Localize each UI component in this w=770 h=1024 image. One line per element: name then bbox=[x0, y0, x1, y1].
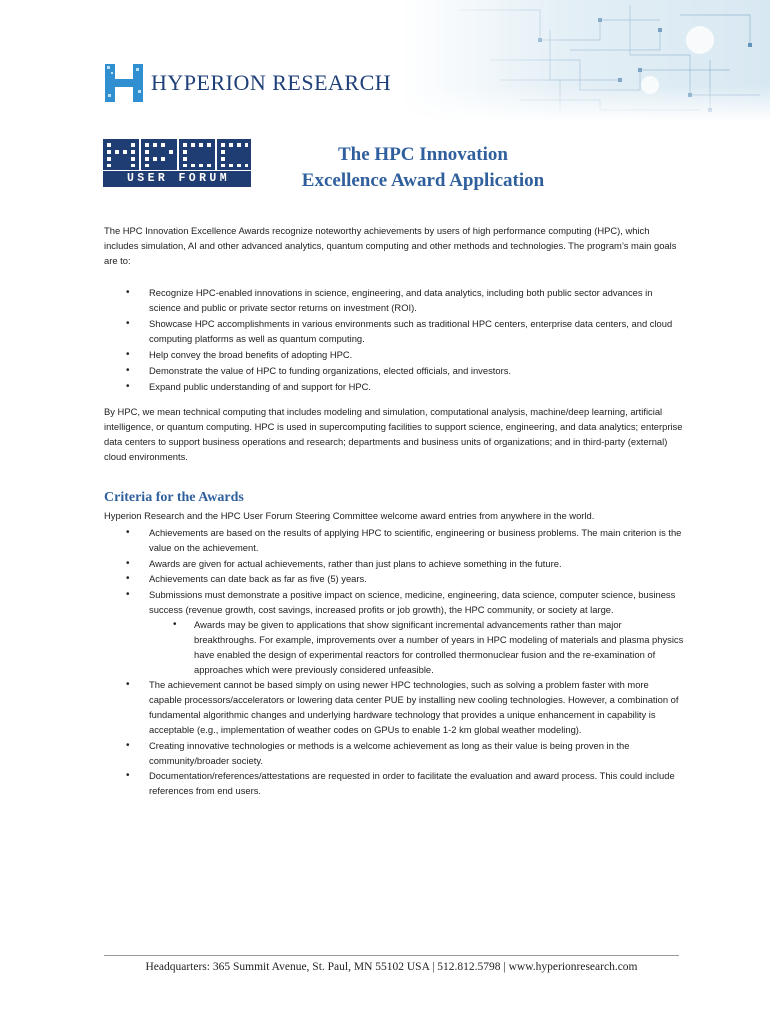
title-line-2: Excellence Award Application bbox=[301, 170, 545, 191]
criteria-text: Submissions must demonstrate a positive impact on science, medicine, engineering, data science, computer science, business success (revenue growth, cost savings, increased profits or job growth), the HPC community, or society at large. bbox=[149, 588, 676, 615]
list-item bbox=[104, 738, 684, 768]
hpc-definition-paragraph: By HPC, we mean technical computing that includes modeling and simulation, computational analysis, machine/deep learning, artificial intelligence, or quantum computing. HPC is used in supercomputing facilities to support science, engineering, and data analytics; enterprise data centers to support business operations and research; departments and business units of organizations; and in third-party (external) cloud environments. bbox=[104, 406, 683, 462]
list-item: • Showcase HPC accomplishments in various environments such as traditional HPC centers, enterprise data centers, and cloud computing platforms as well as quantum computing. bbox=[104, 316, 684, 346]
list-item: • Expand public understanding of and support for HPC. bbox=[104, 379, 684, 394]
criteria-intro: Hyperion Research and the HPC User Forum Steering Committee welcome award entries from anywhere in the world. bbox=[104, 510, 595, 521]
hyperion-h-icon bbox=[103, 60, 147, 106]
criteria-text: Achievements can date back as far as five (5) years. bbox=[149, 573, 367, 584]
criteria-text: The achievement cannot be based simply on using newer HPC technologies, such as solving a problem faster with more capable processors/accelerators or lowering data center PUE by installing new cooling technologies. However, a combination of fundamental algorithmic changes and underlying hardware technology that provides a unique enhancement in capability is acceptable (e.g., implementation of weather codes on GPUs to enable 1-2 km global weather modeling). bbox=[149, 679, 679, 735]
list-item: • Recognize HPC-enabled innovations in science, engineering, and data analytics, including both public sector advances in science and public or private sector returns on investment (ROI). bbox=[104, 285, 684, 315]
list-item bbox=[104, 556, 684, 571]
sub-list-item: • Awards may be given to applications that show significant incremental advancements rather than major breakthroughs. For example, improvements over a number of years in HPC modeling of materials and plasma physics have enabled the design of experimental reactors for controlled thermonuclear fusion and the re-examination of approaches which were previously considered unfeasible. bbox=[149, 617, 684, 677]
header-tech-graphic bbox=[400, 0, 770, 122]
list-item bbox=[104, 571, 684, 586]
intro-paragraph: The HPC Innovation Excellence Awards recognize noteworthy achievements by users of high performance computing (HPC), which includes simulation, AI and other advanced analytics, quantum computing and other methods and technologies. The program’s main goals are to: bbox=[104, 225, 677, 266]
hpc-user-forum-logo bbox=[103, 139, 251, 187]
criteria-text: Awards are given for actual achievements, rather than just plans to achieve something in the future. bbox=[149, 557, 562, 569]
brand-name: HYPERION RESEARCH bbox=[151, 70, 392, 95]
page-title bbox=[268, 142, 578, 194]
list-item bbox=[104, 587, 684, 677]
hpc-dot-matrix-icon bbox=[103, 139, 251, 170]
criteria-heading: Criteria for the Awards bbox=[104, 490, 244, 505]
user-forum-label: USER FORUM bbox=[126, 172, 230, 185]
criteria-list bbox=[104, 525, 684, 799]
list-item: • Demonstrate the value of HPC to funding organizations, elected officials, and investors. bbox=[104, 363, 684, 378]
title-line-1: The HPC Innovation bbox=[338, 144, 508, 165]
hyperion-logo bbox=[103, 60, 392, 106]
list-item bbox=[104, 768, 684, 798]
criteria-sub-list bbox=[149, 617, 684, 677]
user-forum-band bbox=[103, 171, 251, 187]
criteria-text: Documentation/references/attestations are requested in order to facilitate the evaluation and award process. This could include references from end users. bbox=[149, 770, 675, 796]
criteria-text: Achievements are based on the results of applying HPC to scientific, engineering or business problems. The main criterion is the value on the achievement. bbox=[149, 527, 682, 553]
list-item bbox=[104, 525, 684, 555]
list-item bbox=[104, 677, 684, 737]
footer-divider bbox=[104, 955, 679, 956]
list-item: • Help convey the broad benefits of adopting HPC. bbox=[104, 347, 684, 362]
goals-list bbox=[104, 285, 684, 395]
footer-address: Headquarters: 365 Summit Avenue, St. Paul, MN 55102 USA | 512.812.5798 | www.hyperionresearch.com bbox=[145, 961, 638, 973]
criteria-text: Creating innovative technologies or methods is a welcome achievement as long as their value is being proven in the community/broader society. bbox=[149, 739, 630, 766]
